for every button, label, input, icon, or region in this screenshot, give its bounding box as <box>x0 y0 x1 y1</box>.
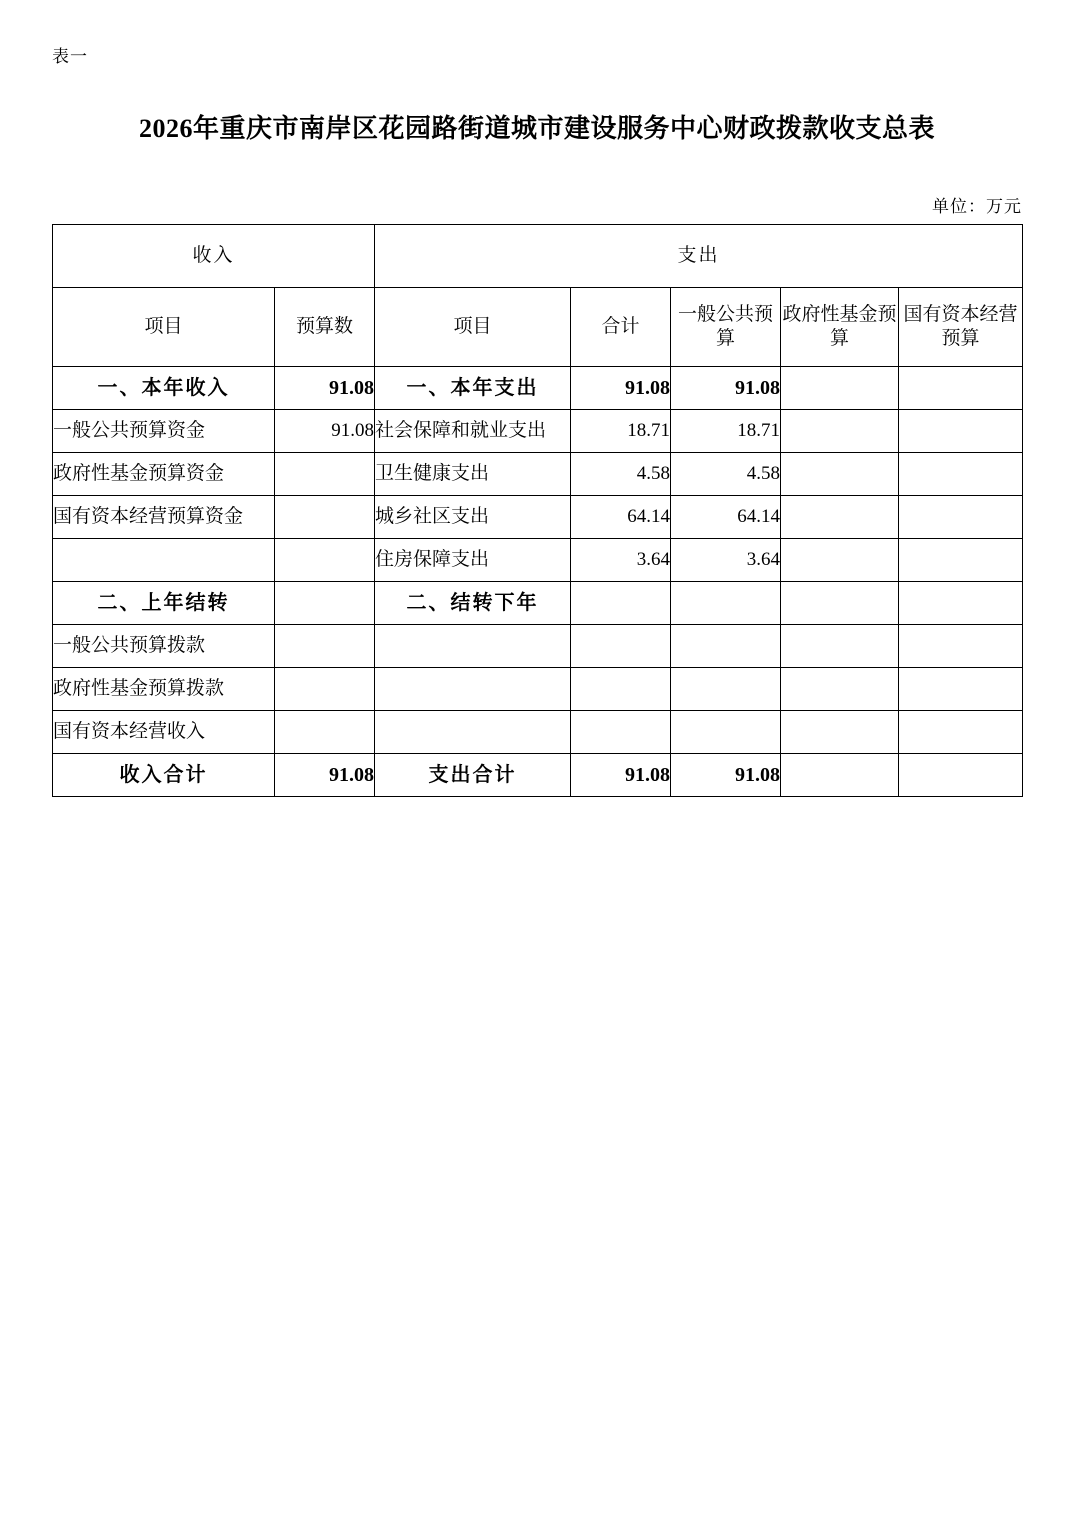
cell-income-item: 一般公共预算拨款 <box>53 625 275 668</box>
cell-exp-total: 91.08 <box>571 367 671 410</box>
cell-exp-state-capital <box>899 582 1023 625</box>
cell-exp-item: 一、本年支出 <box>375 367 571 410</box>
cell-exp-gov-fund <box>781 496 899 539</box>
cell-exp-total <box>571 711 671 754</box>
table-row <box>53 582 1023 625</box>
cell-exp-item: 卫生健康支出 <box>375 453 571 496</box>
cell-income-item: 国有资本经营收入 <box>53 711 275 754</box>
table-column-header-row <box>53 288 1023 367</box>
cell-exp-general-public: 64.14 <box>671 496 781 539</box>
table-row <box>53 539 1023 582</box>
cell-exp-state-capital <box>899 539 1023 582</box>
cell-income-item: 政府性基金预算资金 <box>53 453 275 496</box>
table-row <box>53 453 1023 496</box>
cell-exp-state-capital <box>899 668 1023 711</box>
group-header-expenditure: 支出 <box>375 225 1023 288</box>
table-group-header-row <box>53 225 1023 288</box>
cell-exp-item: 住房保障支出 <box>375 539 571 582</box>
cell-exp-item: 社会保障和就业支出 <box>375 410 571 453</box>
cell-income-item: 一、本年收入 <box>53 367 275 410</box>
cell-exp-general-public: 91.08 <box>671 367 781 410</box>
col-header-exp-state-capital: 国有资本经营预算 <box>899 288 1023 367</box>
cell-exp-general-public: 91.08 <box>671 754 781 797</box>
cell-income-item: 政府性基金预算拨款 <box>53 668 275 711</box>
cell-exp-gov-fund <box>781 668 899 711</box>
cell-income-budget: 91.08 <box>275 410 375 453</box>
cell-income-item <box>53 539 275 582</box>
cell-exp-general-public: 4.58 <box>671 453 781 496</box>
cell-exp-gov-fund <box>781 410 899 453</box>
cell-exp-total: 4.58 <box>571 453 671 496</box>
cell-exp-state-capital <box>899 453 1023 496</box>
group-header-income: 收入 <box>53 225 375 288</box>
cell-exp-general-public: 18.71 <box>671 410 781 453</box>
table-row <box>53 496 1023 539</box>
cell-exp-gov-fund <box>781 711 899 754</box>
table-row <box>53 711 1023 754</box>
cell-exp-gov-fund <box>781 539 899 582</box>
cell-income-item: 一般公共预算资金 <box>53 410 275 453</box>
table-row <box>53 410 1023 453</box>
col-header-income-budget: 预算数 <box>275 288 375 367</box>
col-header-exp-item: 项目 <box>375 288 571 367</box>
cell-income-item: 二、上年结转 <box>53 582 275 625</box>
cell-exp-item <box>375 711 571 754</box>
cell-exp-general-public <box>671 668 781 711</box>
cell-exp-item: 二、结转下年 <box>375 582 571 625</box>
cell-income-budget <box>275 539 375 582</box>
cell-income-budget <box>275 668 375 711</box>
cell-exp-item <box>375 625 571 668</box>
cell-exp-total <box>571 582 671 625</box>
cell-exp-state-capital <box>899 754 1023 797</box>
page-title: 2026年重庆市南岸区花园路街道城市建设服务中心财政拨款收支总表 <box>138 114 935 143</box>
cell-income-budget: 91.08 <box>275 754 375 797</box>
col-header-exp-general-public: 一般公共预算 <box>671 288 781 367</box>
cell-income-budget <box>275 625 375 668</box>
cell-exp-general-public: 3.64 <box>671 539 781 582</box>
cell-exp-total <box>571 625 671 668</box>
col-header-income-item: 项目 <box>53 288 275 367</box>
table-row-total <box>53 754 1023 797</box>
cell-exp-state-capital <box>899 711 1023 754</box>
col-header-exp-total: 合计 <box>571 288 671 367</box>
cell-exp-state-capital <box>899 410 1023 453</box>
sheet-label: 表一 <box>52 47 88 66</box>
cell-exp-general-public <box>671 582 781 625</box>
cell-exp-general-public <box>671 711 781 754</box>
cell-exp-gov-fund <box>781 754 899 797</box>
cell-exp-state-capital <box>899 625 1023 668</box>
cell-exp-gov-fund <box>781 582 899 625</box>
cell-exp-total: 91.08 <box>571 754 671 797</box>
cell-exp-total <box>571 668 671 711</box>
cell-exp-state-capital <box>899 367 1023 410</box>
cell-income-item: 收入合计 <box>53 754 275 797</box>
cell-exp-general-public <box>671 625 781 668</box>
cell-exp-total: 64.14 <box>571 496 671 539</box>
cell-exp-total: 18.71 <box>571 410 671 453</box>
col-header-exp-gov-fund: 政府性基金预算 <box>781 288 899 367</box>
cell-exp-item: 城乡社区支出 <box>375 496 571 539</box>
cell-income-budget <box>275 582 375 625</box>
cell-income-budget <box>275 496 375 539</box>
cell-income-budget <box>275 711 375 754</box>
table-row <box>53 668 1023 711</box>
cell-exp-state-capital <box>899 496 1023 539</box>
table-row <box>53 367 1023 410</box>
cell-exp-gov-fund <box>781 625 899 668</box>
budget-table <box>52 224 1023 797</box>
cell-exp-item <box>375 668 571 711</box>
cell-income-item: 国有资本经营预算资金 <box>53 496 275 539</box>
cell-income-budget <box>275 453 375 496</box>
cell-income-budget: 91.08 <box>275 367 375 410</box>
table-row <box>53 625 1023 668</box>
cell-exp-total: 3.64 <box>571 539 671 582</box>
cell-exp-gov-fund <box>781 367 899 410</box>
cell-exp-gov-fund <box>781 453 899 496</box>
cell-exp-item: 支出合计 <box>375 754 571 797</box>
unit-note: 单位：万元 <box>932 197 1022 216</box>
